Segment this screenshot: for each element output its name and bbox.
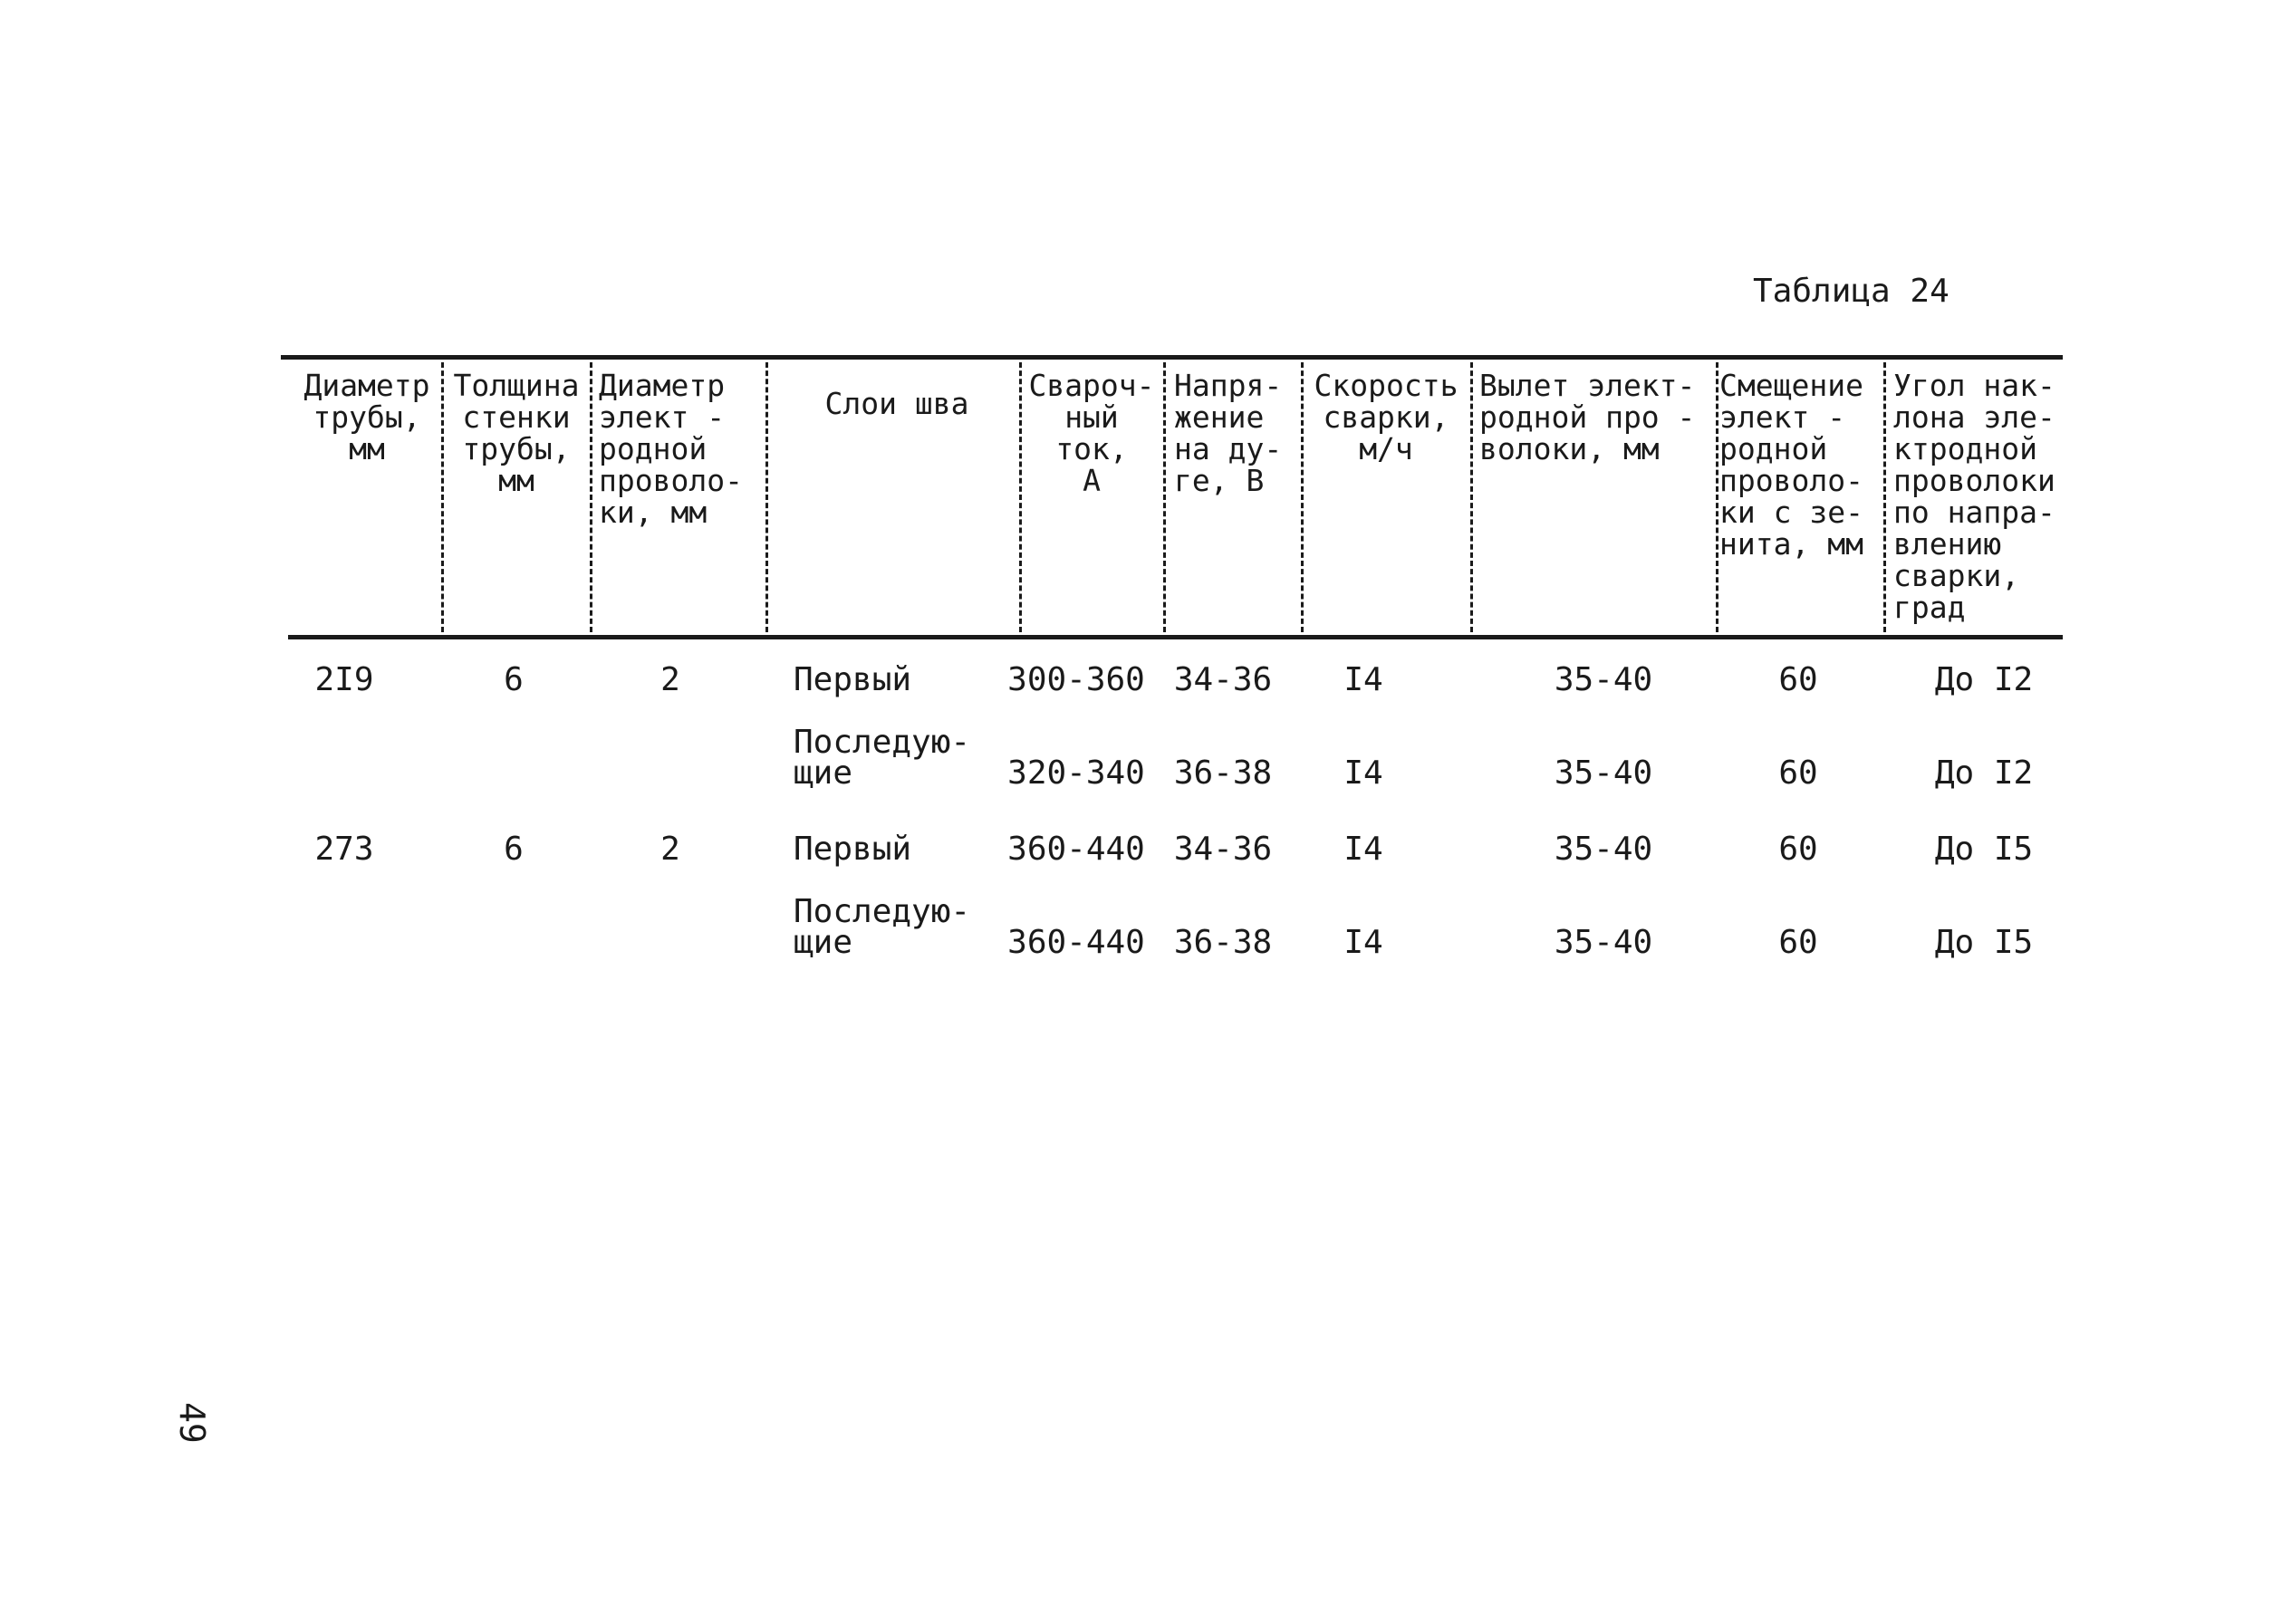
cell-layer: Первый: [794, 831, 912, 868]
table-header-rule: [288, 635, 2063, 639]
header-cell-wire-stickout: Вылет элект- родной про - волоки, мм: [1479, 368, 1696, 466]
header-cell-wire-angle: Угол нак- лона эле- ктродной проволоки по напра- влению сварки, град: [1893, 368, 2055, 625]
cell-speed: I4: [1343, 661, 1383, 698]
header-cell-pipe-diameter: Диаметр трубы, мм: [303, 368, 430, 466]
cell-angle: До I2: [1934, 661, 2034, 698]
header-cell-wire-offset: Смещение элект - родной проволо- ки с зе- нита, мм: [1719, 368, 1863, 562]
cell-diameter: 2I9: [314, 661, 374, 698]
cell-stickout: 35-40: [1554, 661, 1653, 698]
header-separator: [1883, 362, 1886, 632]
cell-current: 300-360: [1007, 661, 1145, 698]
cell-layer: Последую- щие: [794, 724, 971, 792]
cell-voltage: 34-36: [1173, 831, 1273, 868]
cell-stickout: 35-40: [1554, 754, 1653, 792]
cell-offset: 60: [1778, 924, 1818, 961]
cell-wire: 2: [660, 831, 680, 868]
table-caption: Таблица 24: [1753, 273, 1949, 310]
cell-wire: 2: [660, 661, 680, 698]
header-cell-welding-current: Свароч- ный ток, А: [1028, 368, 1155, 498]
cell-offset: 60: [1778, 661, 1818, 698]
cell-speed: I4: [1343, 831, 1383, 868]
cell-current: 360-440: [1007, 831, 1145, 868]
cell-offset: 60: [1778, 754, 1818, 792]
cell-voltage: 34-36: [1173, 661, 1273, 698]
cell-angle: До I2: [1934, 754, 2034, 792]
cell-current: 360-440: [1007, 924, 1145, 961]
header-separator: [590, 362, 592, 632]
header-separator: [441, 362, 444, 632]
cell-voltage: 36-38: [1173, 754, 1273, 792]
header-separator: [1716, 362, 1718, 632]
header-separator: [1470, 362, 1473, 632]
cell-stickout: 35-40: [1554, 831, 1653, 868]
header-cell-wall-thickness: Толщина стенки трубы, мм: [453, 368, 580, 498]
header-cell-weld-layers: Слои шва: [824, 386, 969, 421]
cell-voltage: 36-38: [1173, 924, 1273, 961]
cell-stickout: 35-40: [1554, 924, 1653, 961]
cell-layer: Первый: [794, 661, 912, 698]
cell-speed: I4: [1343, 754, 1383, 792]
header-separator: [765, 362, 768, 632]
cell-wall: 6: [504, 661, 524, 698]
header-cell-arc-voltage: Напря- жение на ду- ге, В: [1174, 368, 1283, 498]
header-separator: [1163, 362, 1166, 632]
cell-diameter: 273: [314, 831, 374, 868]
cell-offset: 60: [1778, 831, 1818, 868]
page-number: 49: [172, 1402, 212, 1444]
cell-angle: До I5: [1934, 831, 2034, 868]
header-separator: [1019, 362, 1022, 632]
header-cell-welding-speed: Скорость сварки, м/ч: [1314, 368, 1459, 466]
cell-speed: I4: [1343, 924, 1383, 961]
cell-current: 320-340: [1007, 754, 1145, 792]
header-cell-wire-diameter: Диаметр элект - родной проволо- ки, мм: [599, 368, 743, 530]
cell-layer: Последую- щие: [794, 893, 971, 961]
cell-wall: 6: [504, 831, 524, 868]
cell-angle: До I5: [1934, 924, 2034, 961]
table-top-rule: [281, 355, 2063, 360]
